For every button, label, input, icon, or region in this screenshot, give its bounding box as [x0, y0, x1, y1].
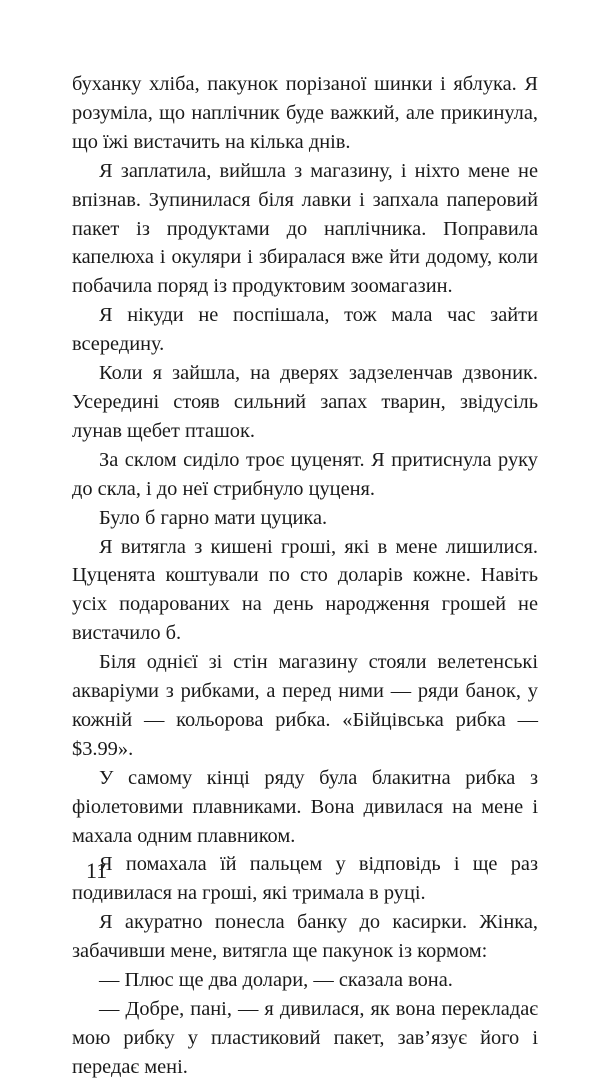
paragraph-8: Біля однієї зі стін магазину стояли велетенські акваріуми з рибками, а перед ними — ряди банок, у кожній — кольорова рибка. «Бійцівська рибка — $3.99». [72, 651, 538, 760]
paragraph-5: За склом сиділо троє цуценят. Я притиснула руку до скла, і до неї стрибнуло цуценя. [72, 448, 538, 500]
body-text [72, 70, 538, 1082]
paragraph-3: Я нікуди не поспішала, тож мала час зайти всередину. [72, 304, 538, 356]
paragraph-7: Я витягла з кишені гроші, які в мене лишилися. Цуценята коштували по сто доларів кожне. Навіть усіх подарованих на день народження грошей не вистачило б. [72, 535, 538, 645]
paragraph-10: Я помахала їй пальцем у відповідь і ще раз подивилася на гроші, які тримала в руці. [72, 853, 538, 905]
paragraph-13: — Добре, пані, — я дивилася, як вона перекладає мою рибку у пластиковий пакет, зав’язує його і передає мені. [72, 998, 538, 1078]
paragraph-9: У самому кінці ряду була блакитна рибка з фіолетовими плавниками. Вона дивилася на мене і махала одним плавником. [72, 766, 538, 847]
paragraph-1: буханку хліба, пакунок порізаної шинки і яблука. Я розуміла, що наплічник буде важкий, але прикинула, що їжі вистачить на кілька днів. [72, 73, 538, 153]
paragraph-2: Я заплатила, вийшла з магазину, і ніхто мене не впізнав. Зупинилася біля лавки і запхала паперовий пакет із продуктами до наплічника. Поправила капелюха і окуляри і збиралася вже йти додому, коли побачила поряд із продуктовим зоомагазин. [72, 159, 538, 298]
page-number: 11 [86, 858, 108, 883]
paragraph-11: Я акуратно понесла банку до касирки. Жінка, забачивши мене, витягла ще пакунок із кормом: [72, 911, 538, 963]
paragraph-12: — Плюс ще два долари, — сказала вона. [99, 969, 453, 992]
paragraph-4: Коли я зайшла, на дверях задзеленчав дзвоник. Усередині стояв сильний запах тварин, звідусіль лунав щебет пташок. [72, 362, 538, 442]
paragraph-6: Було б гарно мати цуцика. [99, 506, 328, 529]
